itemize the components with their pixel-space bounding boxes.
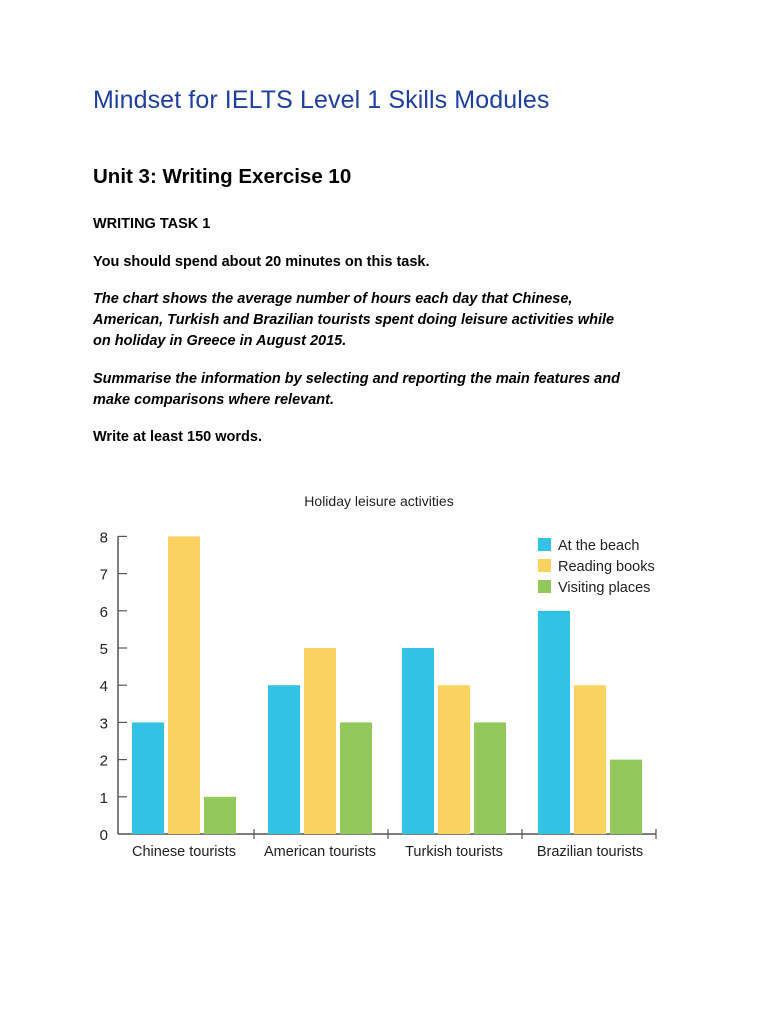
y-tick-label: 0 (99, 827, 108, 844)
legend-swatch (538, 538, 551, 551)
x-tick-label: Turkish tourists (405, 844, 503, 860)
x-tick-label: American tourists (263, 844, 377, 860)
y-tick-label: 7 (99, 566, 108, 584)
time-instruction: You should spend about 20 minutes on this task. (93, 254, 430, 270)
task-prompt-line: The chart shows the average number of hours each day that Chinese, (93, 291, 573, 307)
bar (340, 722, 372, 834)
bar-chart (0, 480, 768, 870)
legend-swatch (538, 559, 551, 572)
x-tick-label: Chinese tourists (132, 844, 236, 860)
y-tick-label: 1 (99, 789, 108, 807)
bar (538, 611, 570, 834)
chart-legend (538, 538, 655, 596)
legend-label: Visiting places (558, 580, 651, 596)
x-tick-label: Brazilian tourists (536, 844, 644, 860)
bar (402, 648, 434, 834)
bar (438, 685, 470, 834)
page-title: Mindset for IELTS Level 1 Skills Modules (93, 86, 550, 114)
summary-line: make comparisons where relevant. (93, 392, 334, 408)
y-tick-label: 8 (99, 529, 108, 547)
summary-line: Summarise the information by selecting and reporting the main features and (93, 371, 620, 387)
y-tick-label: 6 (99, 603, 108, 621)
word-count-instruction: Write at least 150 words. (93, 429, 262, 445)
unit-title: Unit 3: Writing Exercise 10 (93, 165, 352, 188)
plot-area (100, 529, 656, 860)
bar (168, 536, 200, 834)
bar (474, 722, 506, 834)
legend-swatch (538, 580, 551, 593)
bar (610, 760, 642, 834)
bar (268, 685, 300, 834)
bar (204, 797, 236, 834)
task-prompt-line: on holiday in Greece in August 2015. (93, 333, 347, 349)
y-tick-label: 5 (99, 641, 108, 658)
task-prompt-line: American, Turkish and Brazilian tourists spent doing leisure activities while (93, 312, 615, 328)
chart-title: Holiday leisure activities (304, 493, 454, 509)
bar (132, 722, 164, 834)
y-tick-label: 4 (99, 678, 108, 696)
legend-label: Reading books (558, 559, 655, 575)
task-label: WRITING TASK 1 (93, 216, 211, 232)
y-tick-label: 3 (99, 715, 108, 733)
bar (304, 648, 336, 834)
bar (574, 685, 606, 834)
legend-label: At the beach (558, 538, 640, 554)
y-tick-label: 2 (99, 752, 108, 770)
